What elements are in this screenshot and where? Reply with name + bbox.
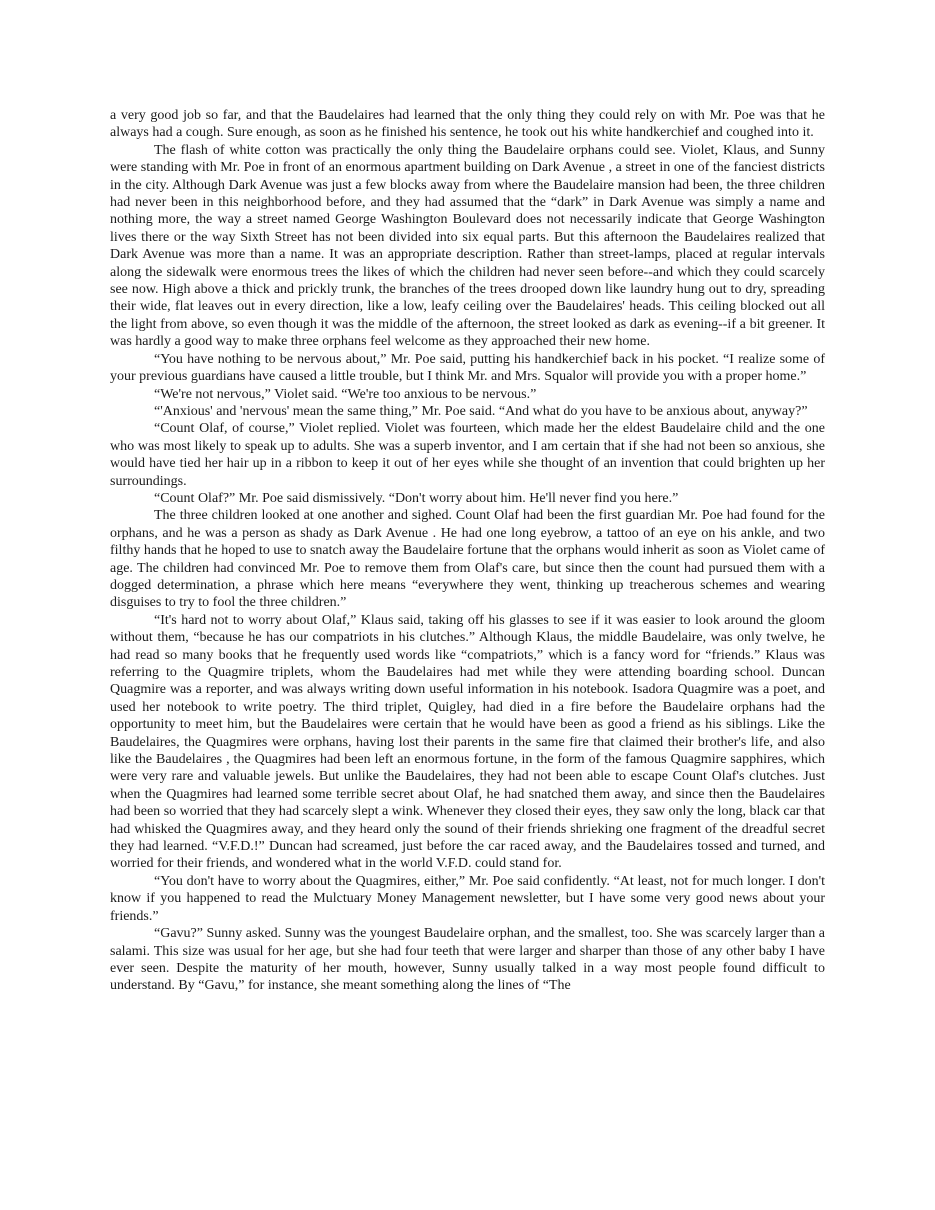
paragraph: The flash of white cotton was practically the only thing the Baudelaire orphans could see. Violet, Klaus, and Sunny were standing with Mr. Poe in front of an enormous apartment building on Dark Avenue , a street in one of the fanciest districts in the city. Although Dark Avenue was just a few blocks away from where the Baudelaire mansion had been, the three children had never been in this neighborhood before, and they had assumed that the “dark” in Dark Avenue was simply a name and nothing more, the way a street named George Washington Boulevard does not necessarily indicate that George Washington lives there or the way Sixth Street has not been divided into six equal parts. But this afternoon the Baudelaires realized that Dark Avenue was more than a name. It was an appropriate description. Rather than street-lamps, placed at regular intervals along the sidewalk were enormous trees the likes of which the children had never seen before--and which they could scarcely see now. High above a thick and prickly trunk, the branches of the trees drooped down like laundry hung out to dry, spreading their wide, flat leaves out in every direction, like a low, leafy ceiling over the Baudelaires' heads. This ceiling blocked out all the light from above, so even though it was the middle of the afternoon, the street looked as dark as evening--if a bit greener. It was hardly a good way to make three orphans feel welcome as they approached their new home. <box>110 142 825 350</box>
paragraph: a very good job so far, and that the Baudelaires had learned that the only thing they could rely on with Mr. Poe was that he always had a cough. Sure enough, as soon as he finished his sentence, he took out his white handkerchief and coughed into it. <box>110 108 825 141</box>
paragraph: “We're not nervous,” Violet said. “We're too anxious to be nervous.” <box>154 386 537 402</box>
book-page <box>110 107 825 995</box>
paragraph: “You don't have to worry about the Quagmires, either,” Mr. Poe said confidently. “At least, not for much longer. I don't know if you happened to read the Mulctuary Money Management newsletter, but I have some very good news about your friends.” <box>110 873 825 924</box>
paragraph: The three children looked at one another and sighed. Count Olaf had been the first guardian Mr. Poe had found for the orphans, and he was a person as shady as Dark Avenue . He had one long eyebrow, a tattoo of an eye on his ankle, and two filthy hands that he hoped to use to snatch away the Baudelaire fortune that the orphans would inherit as soon as Violet came of age. The children had convinced Mr. Poe to remove them from Olaf's care, but since then the count had pursued them with a dogged determination, a phrase which here means “everywhere they went, thinking up treacherous schemes and wearing disguises to try to fool the three children.” <box>110 508 825 611</box>
paragraph: “Gavu?” Sunny asked. Sunny was the youngest Baudelaire orphan, and the smallest, too. She was scarcely larger than a salami. This size was usual for her age, but she had four teeth that were larger and sharper than those of any other baby I have ever seen. Despite the maturity of her mouth, however, Sunny usually talked in a way most people found difficult to understand. By “Gavu,” for instance, she meant something along the lines of “The <box>110 926 825 994</box>
paragraph: “Count Olaf, of course,” Violet replied. Violet was fourteen, which made her the eldest Baudelaire child and the one who was most likely to speak up to adults. She was a superb inventor, and I am certain that if she had not been so anxious, she would have tied her hair up in a ribbon to keep it out of her eyes while she thought of an invention that could brighten up her surroundings. <box>110 421 825 489</box>
paragraph: “'Anxious' and 'nervous' mean the same thing,” Mr. Poe said. “And what do you have to be anxious about, anyway?” <box>154 403 808 419</box>
paragraph: “Count Olaf?” Mr. Poe said dismissively. “Don't worry about him. He'll never find you here.” <box>154 490 679 506</box>
paragraph: “You have nothing to be nervous about,” Mr. Poe said, putting his handkerchief back in his pocket. “I realize some of your previous guardians have caused a little trouble, but I think Mr. and Mrs. Squalor will provide you with a proper home.” <box>110 351 825 385</box>
paragraph: “It's hard not to worry about Olaf,” Klaus said, taking off his glasses to see if it was easier to look around the gloom without them, “because he has our compatriots in his clutches.” Although Klaus, the middle Baudelaire, was only twelve, he had read so many books that he frequently used words like “compatriots,” which is a fancy word for “friends.” Klaus was referring to the Quagmire triplets, whom the Baudelaires had met while they were attending boarding school. Duncan Quagmire was a reporter, and was always writing down useful information in his notebook. Isadora Quagmire was a poet, and used her notebook to write poetry. The third triplet, Quigley, had died in a fire before the Baudelaire orphans had the opportunity to meet him, but the Baudelaires were certain that he would have been as good a friend as his siblings. Like the Baudelaires, the Quagmires were orphans, having lost their parents in the same fire that claimed their brother's life, and also like the Baudelaires , the Quagmires had been left an enormous fortune, in the form of the famous Quagmire sapphires, which were very rare and valuable jewels. But unlike the Baudelaires, they had not been able to escape Count Olaf's clutches. Just when the Quagmires had learned some terrible secret about Olaf, he had snatched them away, and since then the Baudelaires had been so worried that they had scarcely slept a wink. Whenever they closed their eyes, they saw only the long, black car that had whisked the Quagmires away, and they heard only the sound of their friends shrieking one fragment of the dreadful secret they had learned. “V.F.D.!” Duncan had screamed, just before the car raced away, and the Baudelaires tossed and turned, and worried for their friends, and wondered what in the world V.F.D. could stand for. <box>110 612 825 872</box>
